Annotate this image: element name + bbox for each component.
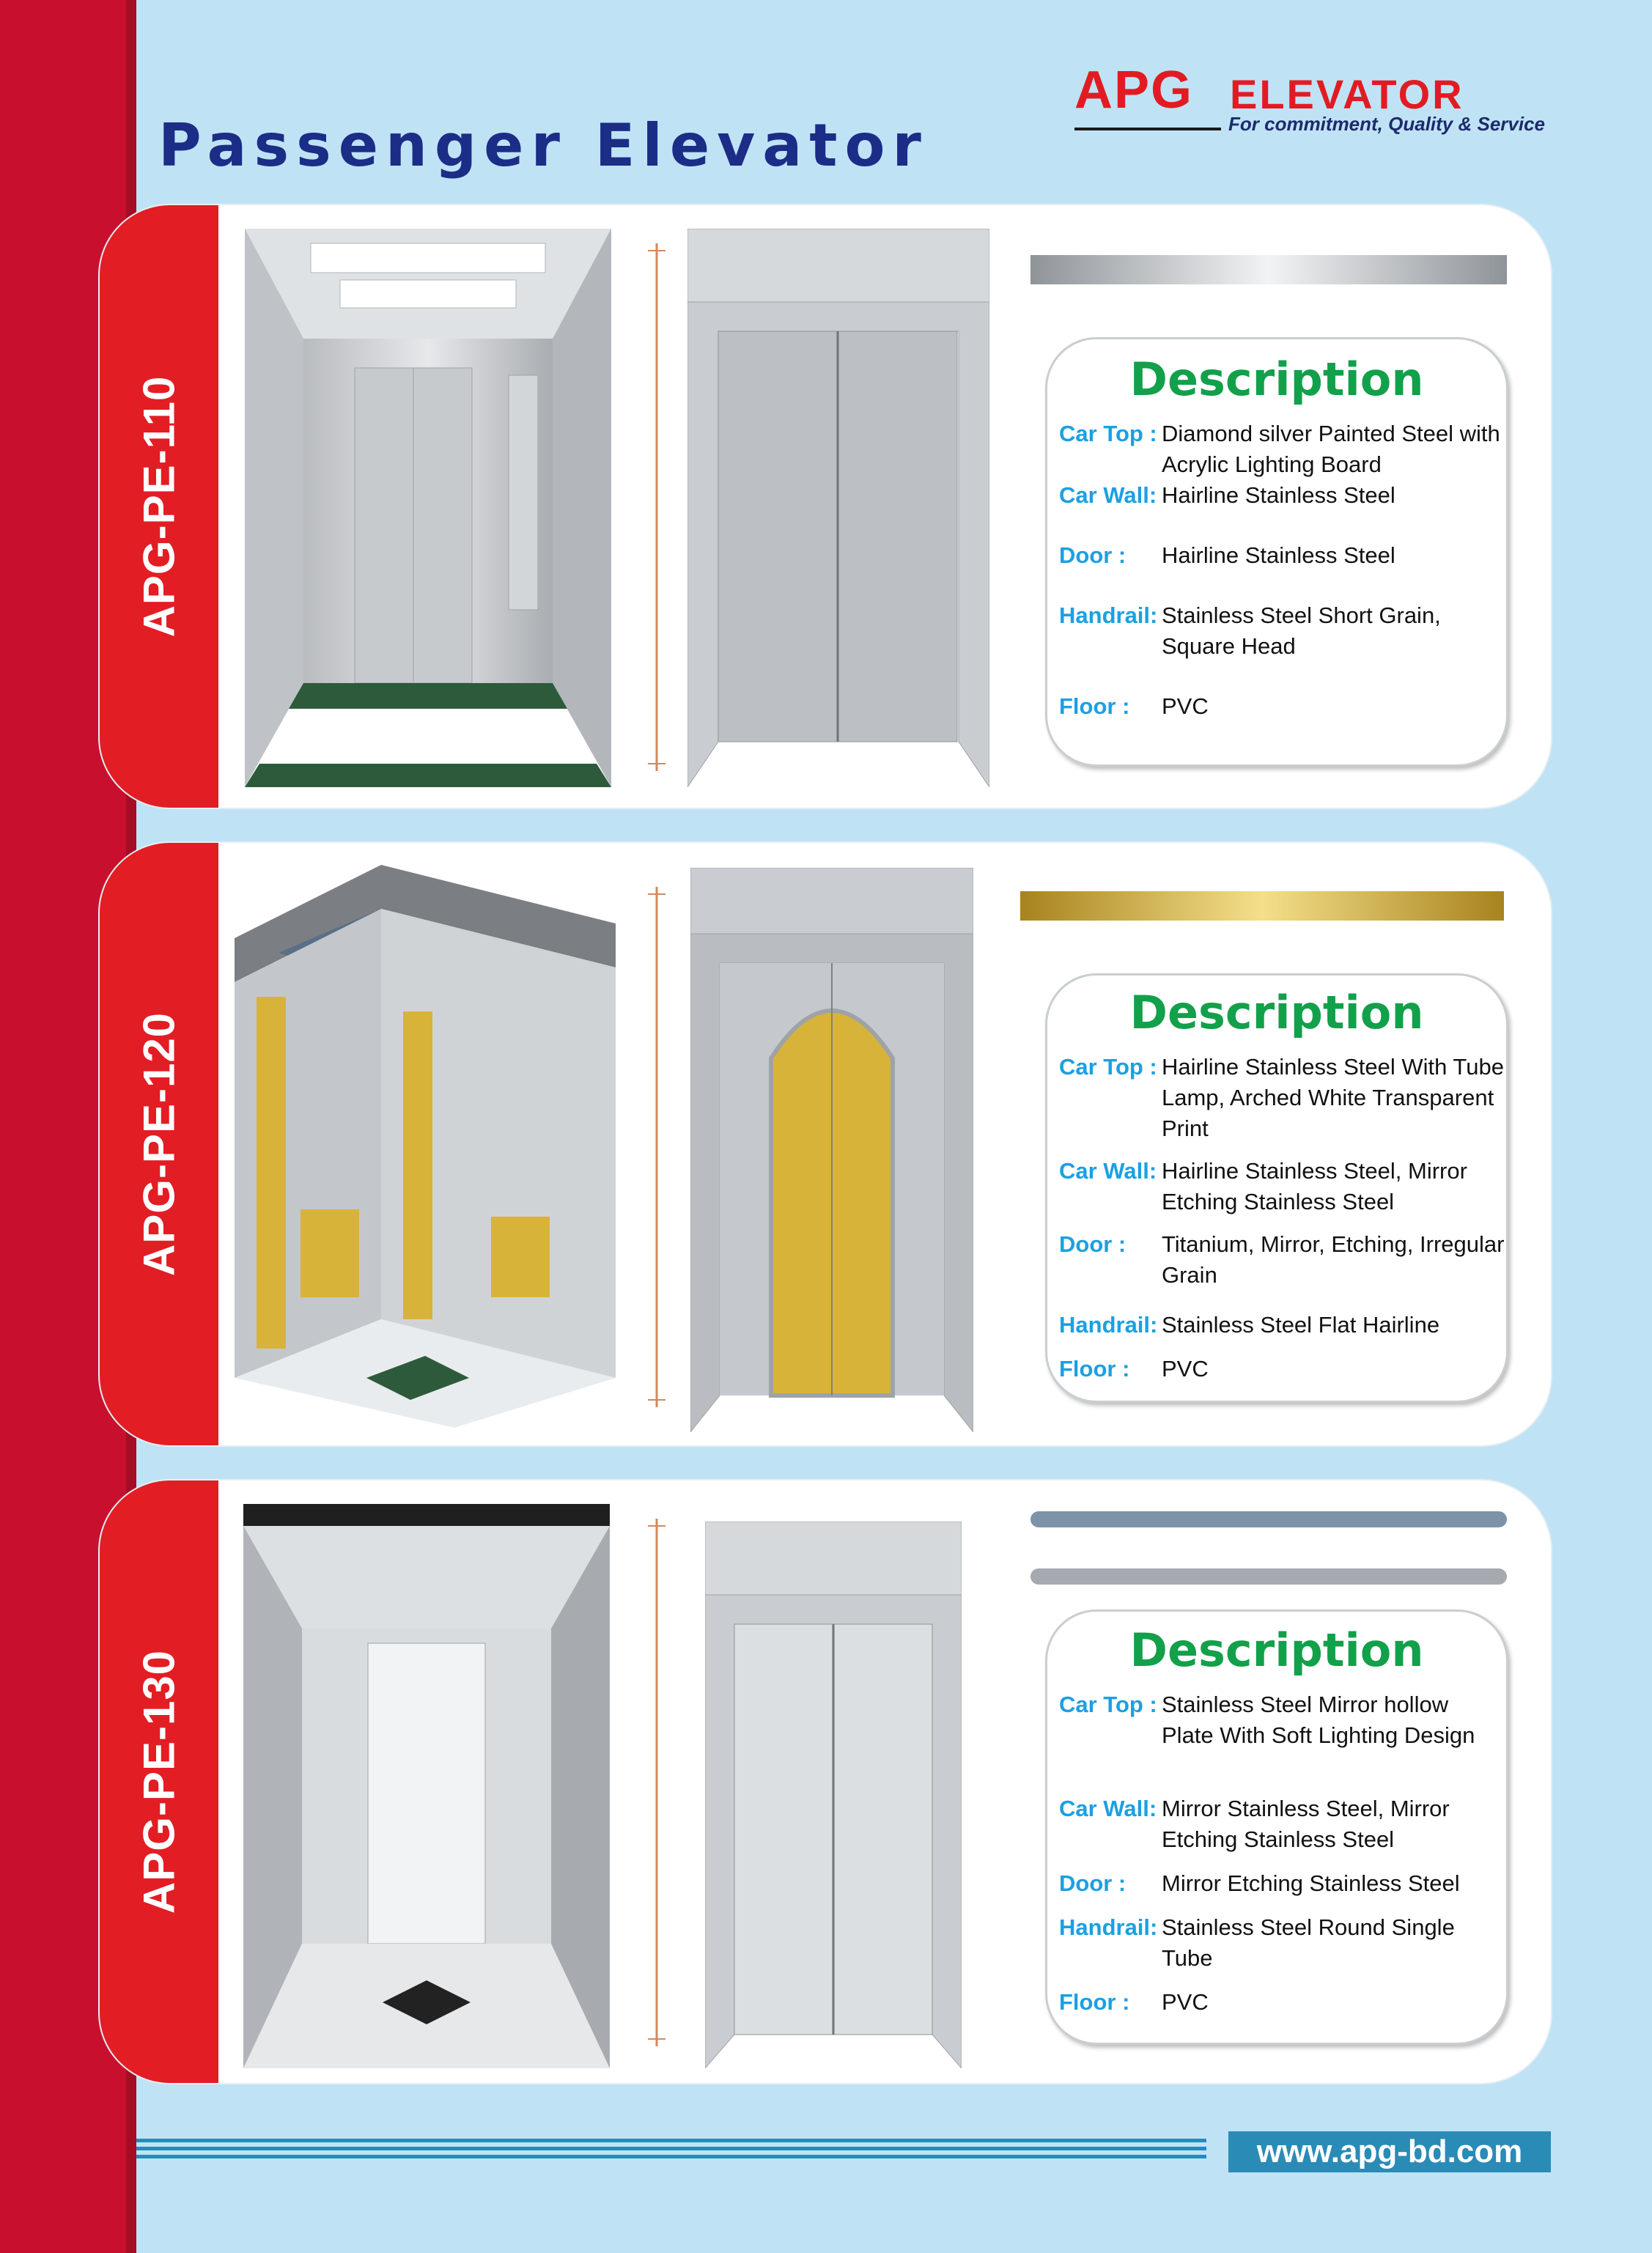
- model-tab: [100, 1481, 218, 2083]
- product-panel-120: [100, 843, 1551, 1445]
- spec-value: Mirror Stainless Steel, Mirror Etching Stainless Steel: [1162, 1796, 1450, 1852]
- model-tab: [100, 205, 218, 808]
- website-url[interactable]: www.apg-bd.com: [1228, 2131, 1551, 2172]
- spec-value: Stainless Steel Flat Hairline: [1162, 1312, 1440, 1338]
- spec-value: Hairline Stainless Steel With Tube Lamp, Arched White Transparent Print: [1162, 1054, 1504, 1141]
- product-panel-110: [100, 205, 1551, 808]
- spec-value: Diamond silver Painted Steel with Acrylic Lighting Board: [1162, 421, 1500, 477]
- spec-value: PVC: [1162, 1356, 1209, 1382]
- spec-key: Handrail:: [1059, 1914, 1158, 1940]
- brand-logo: [1074, 60, 1558, 141]
- logo-tagline: For commitment, Quality & Service: [1228, 113, 1546, 135]
- model-label: APG-PE-130: [134, 1649, 184, 1914]
- model-label: APG-PE-110: [134, 375, 184, 638]
- handrail-drawing: [635, 865, 679, 1423]
- description-card: [1045, 973, 1508, 1403]
- spec-key: Car Top :: [1059, 421, 1157, 446]
- spec-value: Hairline Stainless Steel: [1162, 482, 1395, 508]
- logo-apg-text: APG: [1074, 61, 1194, 119]
- spec-value: Stainless Steel Mirror hollow Plate With Soft Lighting Design: [1162, 1692, 1475, 1748]
- description-title: Description: [1129, 1623, 1424, 1677]
- spec-key: Handrail:: [1059, 602, 1158, 628]
- door-image: [690, 868, 973, 1432]
- cabin-image: [243, 1504, 610, 2068]
- door-image: [687, 229, 989, 787]
- door-image: [705, 1522, 962, 2068]
- description-title: Description: [1129, 353, 1424, 406]
- handrail-sample: [1030, 255, 1507, 284]
- spec-value: Hairline Stainless Steel, Mirror Etching Stainless Steel: [1162, 1158, 1467, 1214]
- logo-underline: [1074, 128, 1221, 130]
- spec-value: Stainless Steel Short Grain, Square Head: [1162, 602, 1441, 659]
- footer-rule: [136, 2139, 1206, 2159]
- cabin-image: [235, 865, 616, 1428]
- cabin-image: [245, 229, 611, 787]
- spec-key: Floor :: [1059, 1989, 1130, 2015]
- description-title: Description: [1129, 986, 1424, 1039]
- page-title: Passenger Elevator: [158, 111, 929, 180]
- description-card: [1045, 1609, 1508, 2045]
- spec-value: PVC: [1162, 693, 1209, 719]
- logo-elevator-text: ELEVATOR: [1230, 71, 1464, 117]
- spec-key: Floor :: [1059, 693, 1130, 719]
- spec-key: Car Wall:: [1059, 1158, 1157, 1184]
- spec-key: Door :: [1059, 1231, 1126, 1257]
- spec-key: Floor :: [1059, 1356, 1130, 1382]
- spec-value: Stainless Steel Round Single Tube: [1162, 1914, 1455, 1971]
- description-card: [1045, 337, 1508, 767]
- spec-value: PVC: [1162, 1989, 1209, 2015]
- product-panel-130: [100, 1481, 1551, 2083]
- spec-value: Mirror Etching Stainless Steel: [1162, 1870, 1460, 1896]
- spec-key: Car Top :: [1059, 1054, 1157, 1080]
- spec-key: Door :: [1059, 1870, 1126, 1896]
- spec-key: Car Wall:: [1059, 482, 1157, 508]
- handrail-drawing: [635, 1504, 679, 2062]
- spec-key: Car Wall:: [1059, 1796, 1157, 1821]
- model-label: APG-PE-120: [134, 1011, 184, 1277]
- spec-key: Car Top :: [1059, 1692, 1157, 1717]
- spec-key: Handrail:: [1059, 1312, 1158, 1338]
- spec-value: Hairline Stainless Steel: [1162, 542, 1395, 568]
- spec-value: Titanium, Mirror, Etching, Irregular Grain: [1162, 1231, 1505, 1288]
- model-tab: [100, 843, 218, 1445]
- spec-key: Door :: [1059, 542, 1126, 568]
- handrail-drawing: [635, 229, 679, 787]
- handrail-sample: [1030, 1507, 1507, 1595]
- handrail-sample: [1020, 891, 1504, 921]
